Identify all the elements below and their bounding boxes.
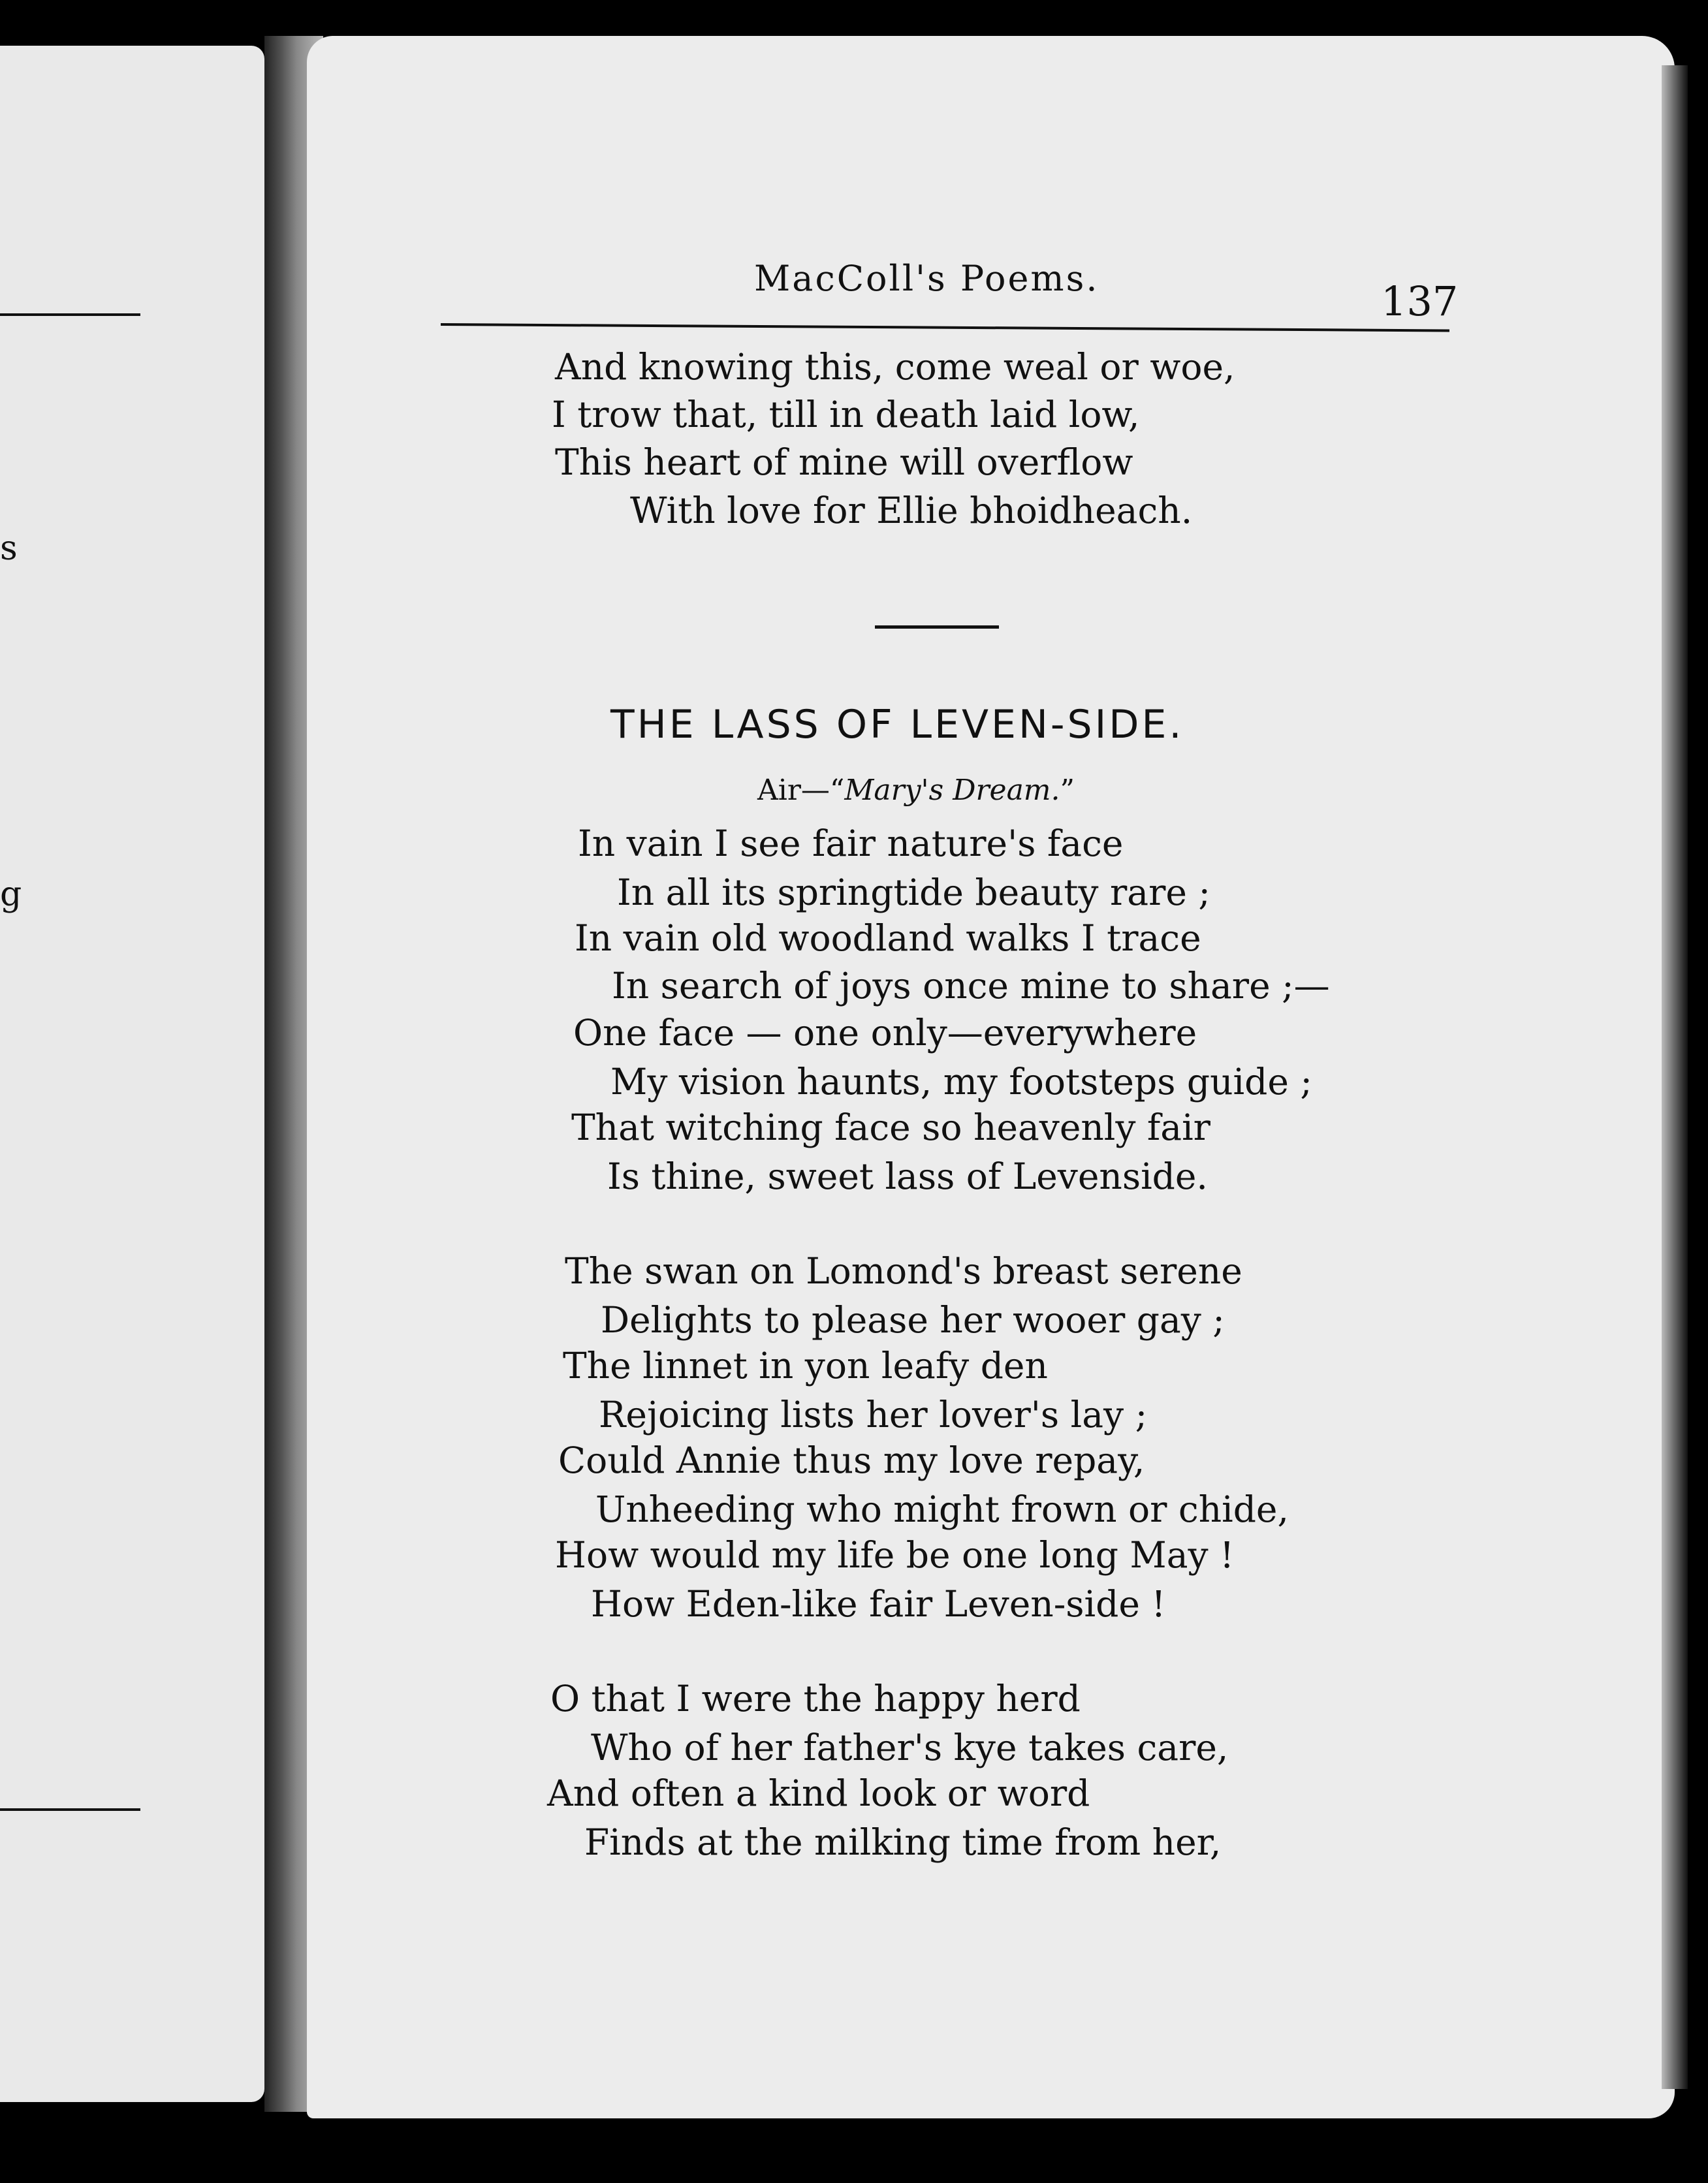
verse-line: Finds at the milking time from her,	[584, 1821, 1222, 1863]
left-page-rule	[0, 1808, 140, 1811]
left-page-rule	[0, 313, 140, 316]
air-tune-title: Mary's Dream.	[844, 774, 1060, 807]
air-suffix: ”	[1060, 774, 1075, 807]
verse-line: With love for Ellie bhoidheach.	[630, 490, 1193, 531]
verse-line: Delights to please her wooer gay ;	[601, 1299, 1225, 1341]
verse-line: Rejoicing lists her lover's lay ;	[599, 1394, 1148, 1436]
left-page-fragment: g	[0, 875, 22, 914]
verse-line: In all its springtide beauty rare ;	[617, 872, 1210, 913]
verse-line: Could Annie thus my love repay,	[558, 1439, 1145, 1481]
verse-line: Unheeding who might frown or chide,	[595, 1488, 1289, 1530]
verse-line: One face — one only—everywhere	[573, 1012, 1197, 1054]
verse-line: And often a kind look or word	[547, 1772, 1090, 1814]
air-attribution	[757, 774, 1075, 807]
verse-line: This heart of mine will overflow	[555, 441, 1133, 483]
verse-line: The linnet in yon leafy den	[563, 1345, 1048, 1387]
verse-line: That witching face so heavenly fair	[571, 1107, 1210, 1148]
page-number: 137	[1381, 277, 1459, 325]
verse-line: In vain old woodland walks I trace	[575, 917, 1201, 959]
verse-line: How Eden-like fair Leven-side !	[591, 1583, 1166, 1625]
verse-line: And knowing this, come weal or woe,	[555, 346, 1235, 388]
verse-line: O that I were the happy herd	[550, 1678, 1081, 1720]
section-divider	[875, 625, 999, 629]
left-page-fragment: s	[0, 529, 18, 568]
air-prefix: Air—“	[757, 774, 845, 807]
verse-line: I trow that, till in death laid low,	[552, 394, 1140, 435]
left-page	[0, 46, 264, 2102]
verse-line: My vision haunts, my footsteps guide ;	[610, 1061, 1312, 1103]
poem-title: THE LASS OF LEVEN-SIDE.	[610, 702, 1184, 747]
verse-line: In search of joys once mine to share ;—	[612, 965, 1330, 1007]
verse-line: Is thine, sweet lass of Levenside.	[607, 1155, 1208, 1197]
verse-line: How would my life be one long May !	[555, 1534, 1235, 1576]
running-head: MacColl's Poems.	[754, 258, 1099, 299]
verse-line: In vain I see fair nature's face	[578, 823, 1124, 864]
verse-line: The swan on Lomond's breast serene	[565, 1250, 1242, 1292]
page-edge	[1662, 65, 1688, 2089]
verse-line: Who of her father's kye takes care,	[591, 1727, 1229, 1768]
